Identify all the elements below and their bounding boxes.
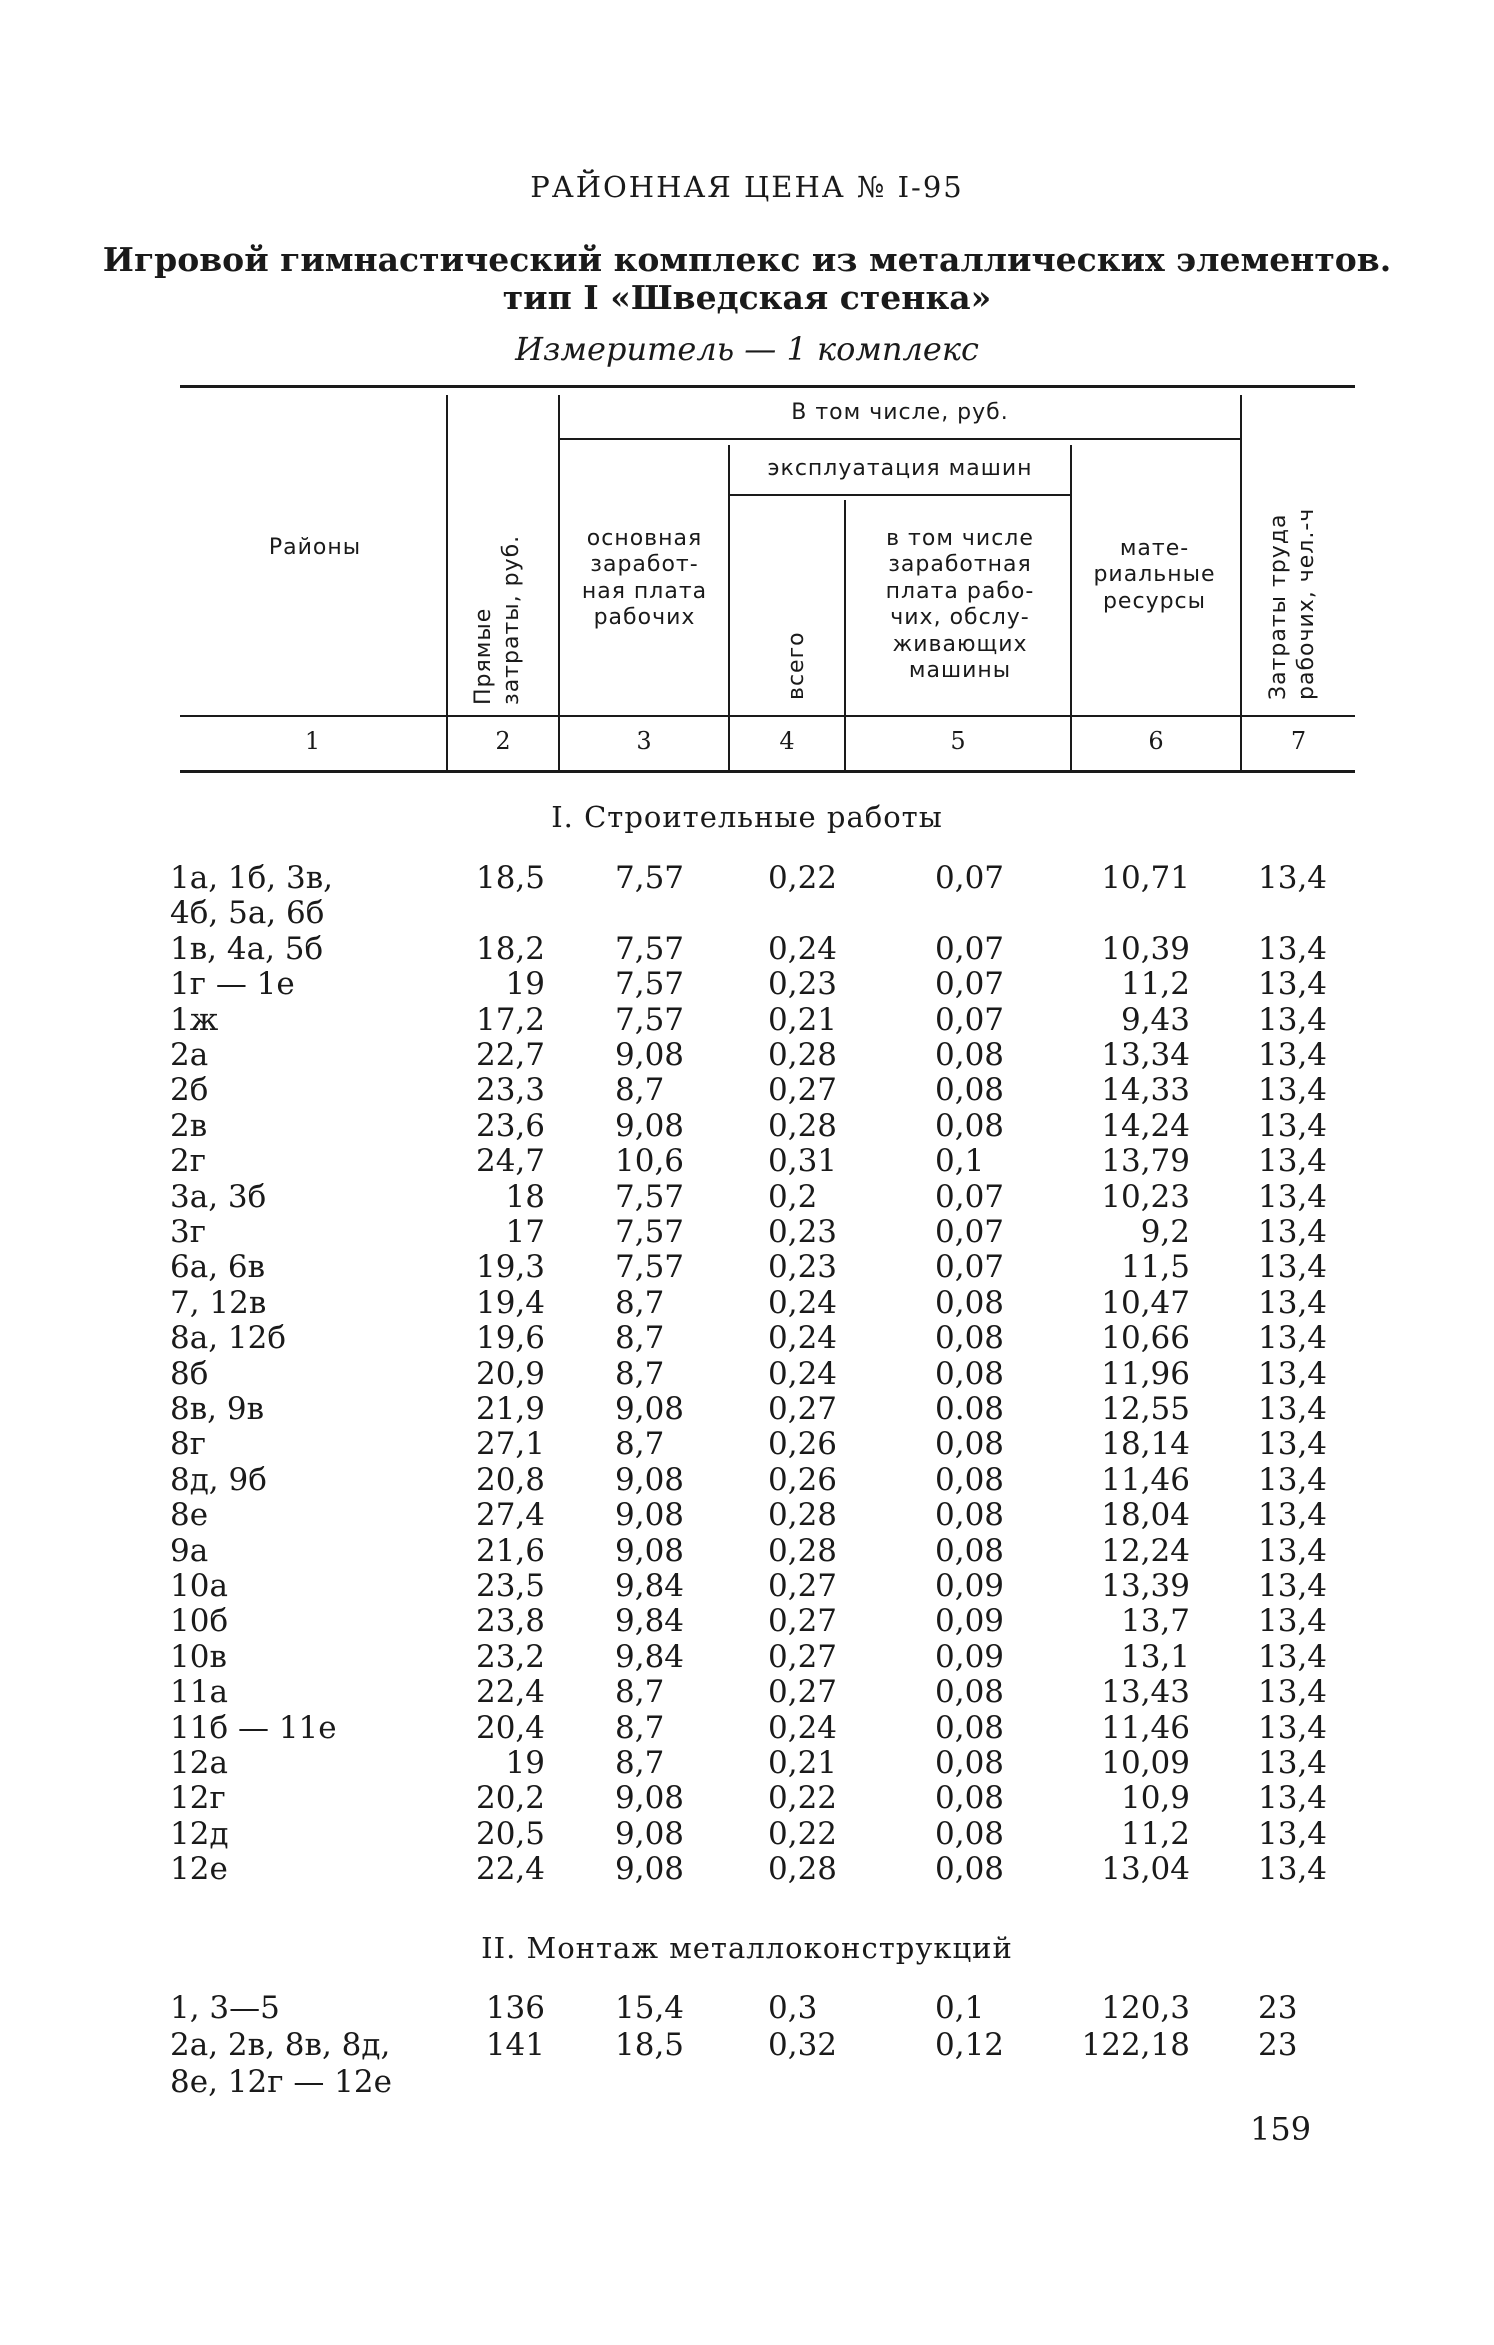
header-regions: Районы: [268, 535, 362, 560]
cell-direct: 22,4: [475, 1851, 545, 1888]
row-region: 1, 3—5: [170, 1990, 280, 2026]
cell-materials: 11,2: [1120, 1815, 1190, 1852]
cell-mach: 0,28: [768, 1851, 838, 1888]
cell-mach: 0,31: [768, 1143, 838, 1180]
header-labor: Затраты труда рабочих, чел.-ч: [1266, 507, 1319, 700]
row-region: 12г: [170, 1780, 226, 1817]
cell-mach: 0,32: [768, 2027, 838, 2063]
cell-mach: 0,22: [768, 860, 838, 896]
cell-direct: 23,2: [475, 1638, 545, 1675]
cell-mach: 0,22: [768, 1780, 838, 1817]
cell-mach: 0,23: [768, 1214, 838, 1250]
cell-materials: 13,04: [1101, 1851, 1190, 1888]
cell-wage: 8,7: [615, 1426, 665, 1463]
cell-wage: 8,7: [615, 1709, 665, 1746]
cell-direct: 18,5: [475, 860, 545, 896]
row-region-cont: 8е, 12г — 12е: [170, 2064, 392, 2100]
cell-mach: 0,3: [768, 1990, 818, 2026]
cell-mach-wage: 0,08: [935, 1426, 1005, 1463]
cell-mach-wage: 0,09: [935, 1638, 1005, 1675]
cell-materials: 120,3: [1101, 1990, 1190, 2026]
cell-wage: 8,7: [615, 1355, 665, 1392]
row-region: 12д: [170, 1815, 229, 1852]
row-region-cont: 4б, 5а, 6б: [170, 895, 325, 932]
col-number: 1: [304, 727, 321, 755]
cell-mach: 0,27: [768, 1072, 838, 1109]
cell-labor: 13,4: [1258, 1284, 1328, 1321]
cell-wage: 8,7: [615, 1284, 665, 1321]
cell-materials: 10,66: [1101, 1320, 1190, 1357]
cell-labor: 13,4: [1258, 1001, 1328, 1038]
section-title: II. Монтаж металлоконструкций: [481, 1931, 1013, 1965]
cell-materials: 13,39: [1101, 1568, 1190, 1604]
cell-mach: 0,21: [768, 1745, 838, 1781]
cell-labor: 13,4: [1258, 1568, 1328, 1604]
cell-mach: 0,24: [768, 1320, 838, 1357]
col-divider: [446, 395, 448, 770]
cell-mach-wage: 0,08: [935, 1037, 1005, 1073]
cell-mach-wage: 0,08: [935, 1284, 1005, 1321]
cell-mach: 0,27: [768, 1603, 838, 1640]
row-region: 12е: [170, 1851, 228, 1888]
cell-mach-wage: 0,08: [935, 1532, 1005, 1569]
cell-mach-wage: 0,08: [935, 1107, 1005, 1144]
cell-mach: 0,24: [768, 930, 838, 967]
cell-materials: 11,5: [1120, 1249, 1190, 1286]
header-machines: эксплуатация машин: [767, 456, 1033, 481]
row-region: 9а: [170, 1532, 209, 1569]
cell-wage: 7,57: [615, 1249, 685, 1286]
cell-mach-wage: 0,08: [935, 1674, 1005, 1711]
cell-direct: 20,2: [475, 1780, 545, 1817]
cell-labor: 13,4: [1258, 1532, 1328, 1569]
cell-wage: 8,7: [615, 1072, 665, 1109]
cell-labor: 13,4: [1258, 1143, 1328, 1180]
cell-direct: 136: [485, 1990, 545, 2026]
cell-wage: 9,08: [615, 1497, 685, 1534]
cell-materials: 11,2: [1120, 966, 1190, 1003]
cell-wage: 9,84: [615, 1603, 685, 1640]
cell-direct: 22,4: [475, 1674, 545, 1711]
cell-mach-wage: 0,07: [935, 1214, 1005, 1250]
cell-labor: 23: [1258, 1990, 1298, 2026]
cell-materials: 10,39: [1101, 930, 1190, 967]
cell-mach-wage: 0,07: [935, 930, 1005, 967]
cell-mach-wage: 0,08: [935, 1072, 1005, 1109]
cell-wage: 7,57: [615, 930, 685, 967]
row-region: 8в, 9в: [170, 1391, 265, 1427]
measure-unit: Измеритель — 1 комплекс: [515, 330, 979, 368]
cell-materials: 13,1: [1120, 1638, 1190, 1675]
col-number: 2: [495, 727, 511, 755]
cell-mach-wage: 0,08: [935, 1355, 1005, 1392]
col-divider: [558, 395, 560, 770]
cell-materials: 10,47: [1101, 1284, 1190, 1321]
row-region: 8а, 12б: [170, 1320, 287, 1357]
row-region: 2г: [170, 1143, 206, 1180]
cell-mach-wage: 0,08: [935, 1320, 1005, 1357]
cell-mach: 0,28: [768, 1532, 838, 1569]
cell-mach: 0,21: [768, 1001, 838, 1038]
cell-wage: 7,57: [615, 966, 685, 1003]
group-rule: [560, 438, 1240, 440]
header-machines-total: всего: [784, 631, 809, 700]
table-top-rule: [180, 385, 1355, 388]
cell-wage: 9,84: [615, 1638, 685, 1675]
cell-labor: 13,4: [1258, 930, 1328, 967]
cell-mach-wage: 0,08: [935, 1497, 1005, 1534]
cell-labor: 13,4: [1258, 1709, 1328, 1746]
cell-direct: 141: [485, 2027, 545, 2063]
header: РАЙОННАЯ ЦЕНА № I-95: [530, 170, 964, 204]
cell-materials: 13,79: [1101, 1143, 1190, 1180]
cell-wage: 18,5: [615, 2027, 685, 2063]
cell-wage: 9,84: [615, 1568, 685, 1604]
cell-direct: 24,7: [475, 1143, 545, 1180]
cell-wage: 15,4: [615, 1990, 685, 2026]
table-numbers-bottom-rule: [180, 770, 1355, 773]
cell-wage: 7,57: [615, 1214, 685, 1250]
cell-mach-wage: 0,07: [935, 1001, 1005, 1038]
cell-labor: 13,4: [1258, 966, 1328, 1003]
cell-direct: 19: [505, 966, 545, 1003]
row-region: 8г: [170, 1426, 206, 1463]
cell-mach: 0,23: [768, 966, 838, 1003]
header-group: В том числе, руб.: [791, 400, 1009, 425]
cell-mach-wage: 0,08: [935, 1815, 1005, 1852]
col-divider: [728, 445, 730, 770]
cell-mach: 0,24: [768, 1709, 838, 1746]
row-region: 8д, 9б: [170, 1461, 267, 1498]
col-number: 6: [1148, 727, 1164, 755]
cell-mach: 0,27: [768, 1674, 838, 1711]
section-title: I. Строительные работы: [551, 800, 943, 834]
cell-materials: 122,18: [1081, 2027, 1190, 2063]
cell-direct: 18,2: [475, 930, 545, 967]
cell-materials: 14,24: [1101, 1107, 1190, 1144]
cell-mach: 0,22: [768, 1815, 838, 1852]
cell-materials: 11,46: [1101, 1709, 1190, 1746]
col-divider: [1240, 395, 1242, 770]
cell-direct: 19,3: [475, 1249, 545, 1286]
cell-wage: 9,08: [615, 1461, 685, 1498]
cell-direct: 19,4: [475, 1284, 545, 1321]
cell-direct: 27,4: [475, 1497, 545, 1534]
cell-materials: 11,46: [1101, 1461, 1190, 1498]
cell-labor: 13,4: [1258, 1178, 1328, 1215]
cell-direct: 22,7: [475, 1037, 545, 1073]
cell-mach: 0,28: [768, 1497, 838, 1534]
cell-labor: 23: [1258, 2027, 1298, 2063]
cell-materials: 18,04: [1101, 1497, 1190, 1534]
cell-direct: 20,9: [475, 1355, 545, 1392]
cell-mach: 0,26: [768, 1426, 838, 1463]
table-header-bottom-rule: [180, 715, 1355, 717]
cell-mach-wage: 0,08: [935, 1851, 1005, 1888]
cell-direct: 20,5: [475, 1815, 545, 1852]
cell-wage: 9,08: [615, 1532, 685, 1569]
page-number: 159: [1250, 2110, 1312, 2148]
row-region: 11а: [170, 1674, 228, 1711]
cell-mach: 0,28: [768, 1037, 838, 1073]
cell-direct: 23,5: [475, 1568, 545, 1604]
row-region: 12а: [170, 1745, 228, 1781]
cell-labor: 13,4: [1258, 1603, 1328, 1640]
cell-materials: 13,7: [1120, 1603, 1190, 1640]
row-region: 2а: [170, 1037, 209, 1073]
cell-labor: 13,4: [1258, 1072, 1328, 1109]
header-materials: мате-риальные ресурсы: [1093, 536, 1216, 614]
cell-labor: 13,4: [1258, 1461, 1328, 1498]
cell-materials: 9,43: [1120, 1001, 1190, 1038]
cell-mach-wage: 0,12: [935, 2027, 1005, 2063]
cell-mach: 0,24: [768, 1284, 838, 1321]
cell-mach-wage: 0.08: [935, 1391, 1005, 1427]
cell-direct: 23,6: [475, 1107, 545, 1144]
cell-direct: 21,9: [475, 1391, 545, 1427]
cell-direct: 23,8: [475, 1603, 545, 1640]
cell-materials: 13,34: [1101, 1037, 1190, 1073]
cell-wage: 8,7: [615, 1745, 665, 1781]
cell-wage: 9,08: [615, 1780, 685, 1817]
cell-materials: 12,24: [1101, 1532, 1190, 1569]
row-region: 1ж: [170, 1001, 219, 1038]
cell-wage: 8,7: [615, 1674, 665, 1711]
cell-wage: 9,08: [615, 1851, 685, 1888]
cell-mach-wage: 0,1: [935, 1143, 985, 1180]
col-number: 3: [636, 727, 652, 755]
cell-wage: 7,57: [615, 860, 685, 896]
cell-labor: 13,4: [1258, 1674, 1328, 1711]
cell-direct: 17,2: [475, 1001, 545, 1038]
row-region: 3г: [170, 1214, 206, 1250]
col-number: 4: [779, 727, 795, 755]
header-wage: основная заработ-ная плата рабочих: [581, 526, 708, 631]
cell-mach-wage: 0,07: [935, 966, 1005, 1003]
col-number: 7: [1290, 727, 1307, 755]
cell-direct: 27,1: [475, 1426, 545, 1463]
cell-wage: 7,57: [615, 1001, 685, 1038]
cell-direct: 19,6: [475, 1320, 545, 1357]
cell-mach: 0,28: [768, 1107, 838, 1144]
cell-materials: 12,55: [1101, 1391, 1190, 1427]
cell-labor: 13,4: [1258, 1037, 1328, 1073]
cell-direct: 21,6: [475, 1532, 545, 1569]
cell-labor: 13,4: [1258, 1249, 1328, 1286]
cell-wage: 9,08: [615, 1391, 685, 1427]
row-region: 2в: [170, 1107, 208, 1144]
cell-wage: 9,08: [615, 1037, 685, 1073]
machines-rule: [730, 494, 1070, 496]
cell-mach: 0,2: [768, 1178, 818, 1215]
cell-labor: 13,4: [1258, 1745, 1328, 1781]
row-region: 7, 12в: [170, 1284, 267, 1321]
row-region: 11б — 11е: [170, 1709, 337, 1746]
cell-materials: 10,23: [1101, 1178, 1190, 1215]
cell-mach-wage: 0,09: [935, 1603, 1005, 1640]
row-region: 10б: [170, 1603, 229, 1640]
cell-materials: 18,14: [1101, 1426, 1190, 1463]
cell-direct: 20,4: [475, 1709, 545, 1746]
cell-labor: 13,4: [1258, 1815, 1328, 1852]
col-divider: [1070, 445, 1072, 770]
cell-labor: 13,4: [1258, 1780, 1328, 1817]
cell-mach-wage: 0,08: [935, 1461, 1005, 1498]
cell-direct: 19: [505, 1745, 545, 1781]
row-region: 10а: [170, 1568, 228, 1604]
cell-materials: 13,43: [1101, 1674, 1190, 1711]
cell-labor: 13,4: [1258, 1107, 1328, 1144]
row-region: 10в: [170, 1638, 227, 1675]
cell-wage: 9,08: [615, 1815, 685, 1852]
cell-mach: 0,27: [768, 1638, 838, 1675]
cell-materials: 10,09: [1101, 1745, 1190, 1781]
header-machine-wage: в том числе заработная плата рабо-чих, обслу-живающих машины: [885, 526, 1035, 683]
cell-labor: 13,4: [1258, 1214, 1328, 1250]
cell-direct: 23,3: [475, 1072, 545, 1109]
cell-mach-wage: 0,08: [935, 1709, 1005, 1746]
cell-labor: 13,4: [1258, 1851, 1328, 1888]
row-region: 2б: [170, 1072, 209, 1109]
cell-mach: 0,27: [768, 1391, 838, 1427]
cell-mach-wage: 0,08: [935, 1745, 1005, 1781]
cell-materials: 9,2: [1140, 1214, 1190, 1250]
cell-materials: 10,71: [1101, 860, 1190, 896]
cell-wage: 8,7: [615, 1320, 665, 1357]
row-region: 1в, 4а, 5б: [170, 930, 324, 967]
cell-labor: 13,4: [1258, 1638, 1328, 1675]
cell-mach: 0,24: [768, 1355, 838, 1392]
cell-materials: 14,33: [1101, 1072, 1190, 1109]
cell-materials: 11,96: [1101, 1355, 1190, 1392]
row-region: 1г — 1е: [170, 966, 295, 1003]
row-region: 8б: [170, 1355, 209, 1392]
cell-wage: 9,08: [615, 1107, 685, 1144]
cell-mach: 0,27: [768, 1568, 838, 1604]
cell-materials: 10,9: [1120, 1780, 1190, 1817]
cell-mach-wage: 0,09: [935, 1568, 1005, 1604]
cell-mach-wage: 0,08: [935, 1780, 1005, 1817]
cell-mach: 0,23: [768, 1249, 838, 1286]
col-number: 5: [950, 727, 966, 755]
cell-wage: 10,6: [615, 1143, 685, 1180]
cell-labor: 13,4: [1258, 860, 1328, 896]
cell-mach-wage: 0,07: [935, 1178, 1005, 1215]
row-region: 6а, 6в: [170, 1249, 266, 1286]
cell-mach-wage: 0,1: [935, 1990, 985, 2026]
cell-labor: 13,4: [1258, 1320, 1328, 1357]
row-region: 3а, 3б: [170, 1178, 267, 1215]
title-line-2: тип I «Шведская стенка»: [502, 278, 992, 317]
row-region: 2а, 2в, 8в, 8д,: [170, 2027, 391, 2063]
cell-direct: 18: [505, 1178, 545, 1215]
cell-direct: 20,8: [475, 1461, 545, 1498]
cell-mach: 0,26: [768, 1461, 838, 1498]
cell-mach-wage: 0,07: [935, 860, 1005, 896]
cell-labor: 13,4: [1258, 1391, 1328, 1427]
title-line-1: Игровой гимнастический комплекс из металлических элементов.: [102, 240, 1392, 279]
header-direct-costs: Прямые затраты, руб.: [471, 534, 524, 705]
cell-mach-wage: 0,07: [935, 1249, 1005, 1286]
cell-labor: 13,4: [1258, 1497, 1328, 1534]
row-region: 1а, 1б, 3в,: [170, 860, 334, 896]
row-region: 8е: [170, 1497, 209, 1534]
cell-labor: 13,4: [1258, 1355, 1328, 1392]
cell-labor: 13,4: [1258, 1426, 1328, 1463]
cell-direct: 17: [505, 1214, 545, 1250]
cell-wage: 7,57: [615, 1178, 685, 1215]
